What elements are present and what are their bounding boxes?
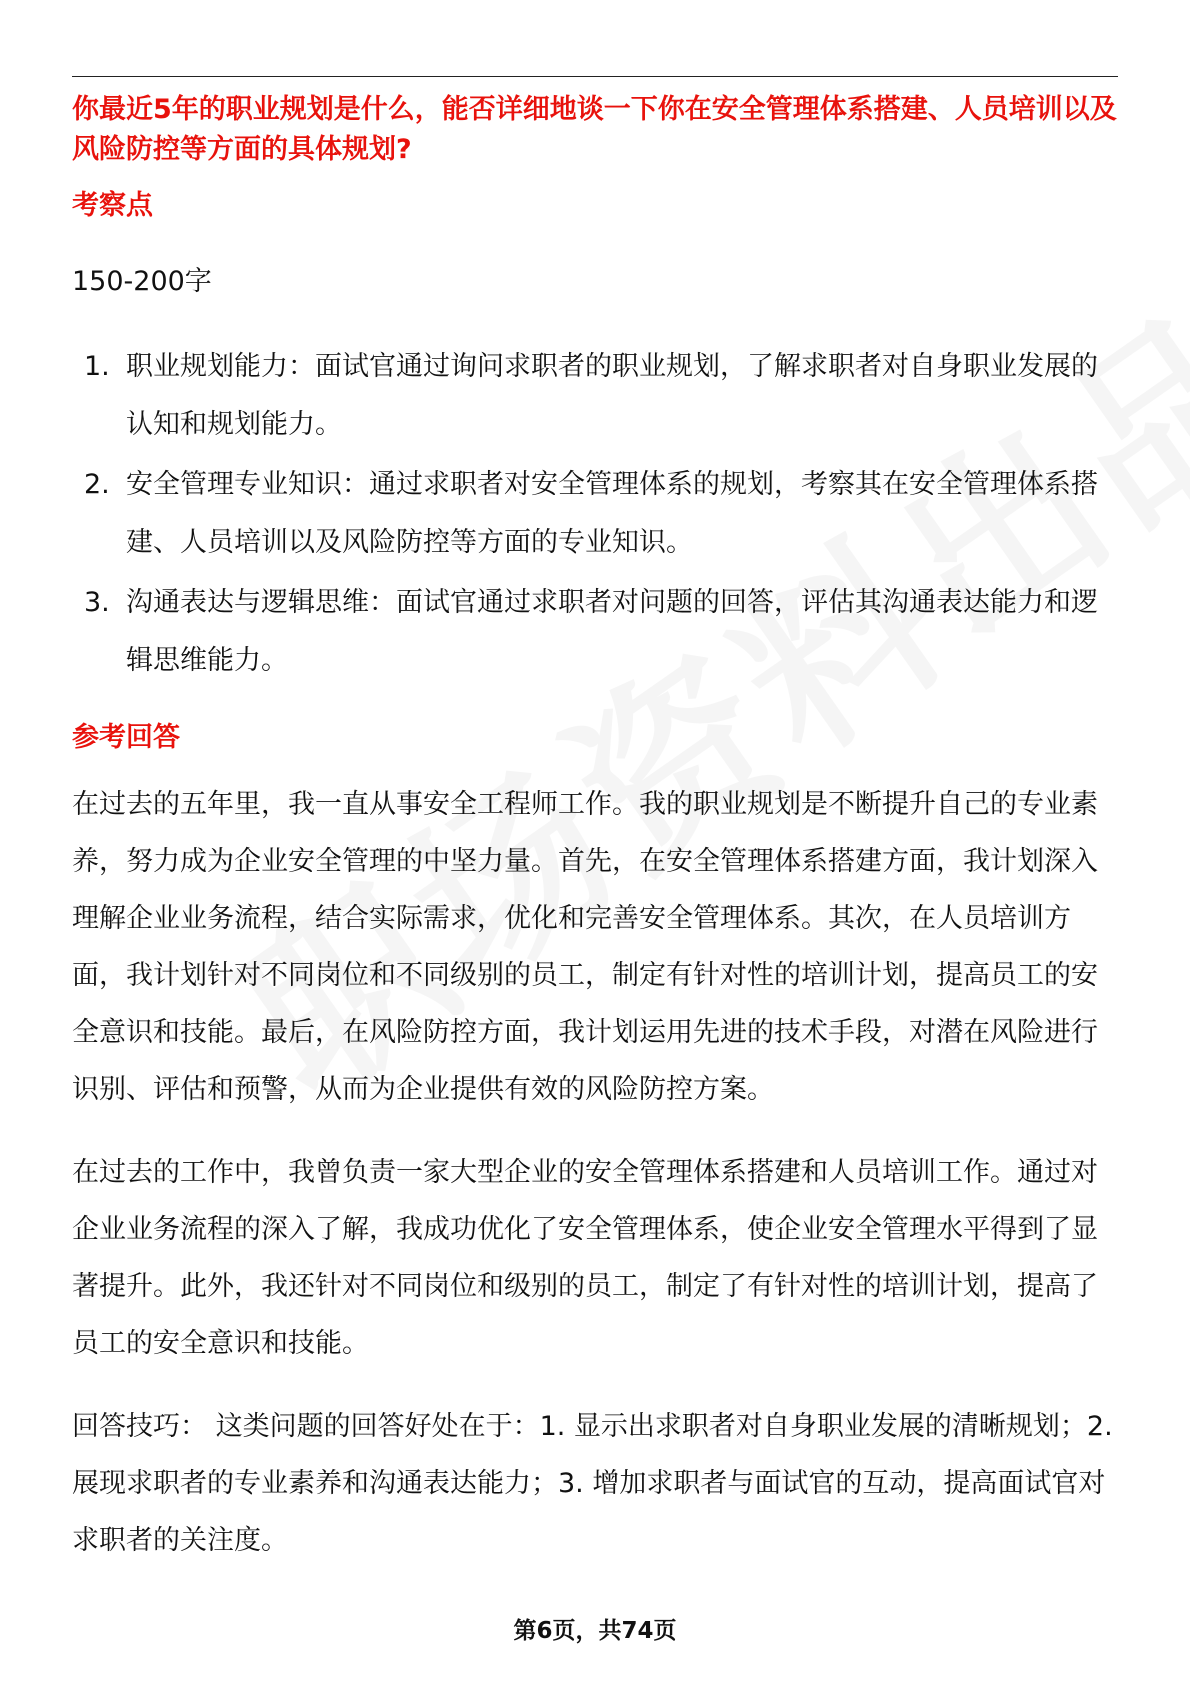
list-item bbox=[72, 338, 1120, 454]
page-content bbox=[72, 90, 1120, 1569]
tips-paragraph: 回答技巧： 这类问题的回答好处在于：1. 显示出求职者对自身职业发展的清晰规划；2. 展现求职者的专业素养和沟通表达能力；3. 增加求职者与面试官的互动，提高面试官对求职者的关注度。 bbox=[72, 1411, 1113, 1556]
answer-paragraph: 在过去的工作中，我曾负责一家大型企业的安全管理体系搭建和人员培训工作。通过对企业业务流程的深入了解，我成功优化了安全管理体系，使企业安全管理水平得到了显著提升。此外，我还针对不同岗位和级别的员工，制定了有针对性的培训计划，提高了员工的安全意识和技能。 bbox=[72, 1157, 1098, 1359]
list-item bbox=[72, 574, 1120, 690]
points-list bbox=[72, 338, 1120, 690]
word-count: 150-200字 bbox=[72, 266, 212, 297]
list-item-text: 沟通表达与逻辑思维：面试官通过求职者对问题的回答，评估其沟通表达能力和逻辑思维能力。 bbox=[126, 587, 1098, 676]
list-item-number: 1. bbox=[84, 351, 110, 382]
points-heading: 考察点 bbox=[72, 190, 153, 221]
page-number-footer: 第6页，共74页 bbox=[513, 1618, 677, 1644]
list-item-number: 2. bbox=[84, 469, 110, 500]
list-item bbox=[72, 456, 1120, 572]
answer-paragraph: 在过去的五年里，我一直从事安全工程师工作。我的职业规划是不断提升自己的专业素养，努力成为企业安全管理的中坚力量。首先，在安全管理体系搭建方面，我计划深入理解企业业务流程，结合实际需求，优化和完善安全管理体系。其次，在人员培训方面，我计划针对不同岗位和不同级别的员工，制定有针对性的培训计划，提高员工的安全意识和技能。最后，在风险防控方面，我计划运用先进的技术手段，对潜在风险进行识别、评估和预警，从而为企业提供有效的风险防控方案。 bbox=[72, 789, 1098, 1105]
header-rule bbox=[72, 76, 1118, 77]
list-item-text: 安全管理专业知识：通过求职者对安全管理体系的规划，考察其在安全管理体系搭建、人员培训以及风险防控等方面的专业知识。 bbox=[126, 469, 1098, 558]
answer-heading: 参考回答 bbox=[72, 722, 180, 753]
question-heading: 你最近5年的职业规划是什么，能否详细地谈一下你在安全管理体系搭建、人员培训以及风险防控等方面的具体规划? bbox=[72, 94, 1117, 165]
list-item-number: 3. bbox=[84, 587, 110, 618]
list-item-text: 职业规划能力：面试官通过询问求职者的职业规划，了解求职者对自身职业发展的认知和规划能力。 bbox=[126, 351, 1098, 440]
